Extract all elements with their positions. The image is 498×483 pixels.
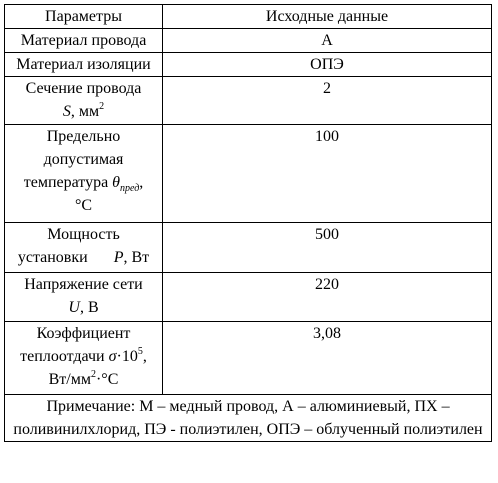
table-row — [5, 53, 492, 77]
header-param: Параметры — [5, 5, 163, 29]
unit: Вт/мм — [48, 371, 91, 388]
row-value: 2 — [163, 77, 492, 125]
label-line: Напряжение сети — [24, 276, 143, 293]
tail: , — [142, 348, 147, 365]
symbol: σ — [108, 348, 117, 365]
table-row — [5, 223, 492, 273]
row-value: 500 — [163, 223, 492, 273]
row-label — [5, 223, 163, 273]
table-header-row — [5, 5, 492, 29]
label-line: температура — [23, 174, 109, 191]
unit: , В — [79, 299, 99, 316]
row-value: 3,08 — [163, 322, 492, 395]
row-label — [5, 322, 163, 395]
symbol-subscript: пред — [120, 183, 140, 195]
table-row — [5, 77, 492, 125]
row-label: Материал провода — [5, 29, 163, 53]
unit-superscript: 2 — [90, 368, 96, 380]
note-row — [5, 395, 492, 442]
symbol: S — [62, 103, 71, 120]
symbol: θ — [112, 174, 121, 191]
label-line: Предельно — [46, 128, 121, 145]
table-row — [5, 29, 492, 53]
table-note: Примечание: М – медный провод, А – алюминиевый, ПХ – поливинилхлорид, ПЭ - полиэтилен, ОПЭ – облученный полиэтилен — [5, 395, 492, 442]
row-value: 220 — [163, 273, 492, 322]
row-value: 100 — [163, 125, 492, 223]
row-label — [5, 273, 163, 322]
unit: , мм — [70, 103, 100, 120]
row-label — [5, 77, 163, 125]
multiplier: ·10 — [116, 348, 138, 365]
row-value: ОПЭ — [163, 53, 492, 77]
unit-tail: ·°С — [95, 371, 119, 388]
label-line: Мощность — [47, 226, 120, 243]
parameters-table — [4, 4, 492, 442]
label-line: Коэффициент — [36, 325, 131, 342]
unit: , Вт — [123, 249, 150, 266]
symbol: U — [68, 299, 80, 316]
tail: , — [139, 174, 144, 191]
row-label — [5, 125, 163, 223]
label-line: теплоотдачи — [20, 348, 105, 365]
row-value: А — [163, 29, 492, 53]
label-line: Сечение провода — [25, 80, 142, 97]
row-label: Материал изоляции — [5, 53, 163, 77]
label-line: допустимая — [43, 151, 124, 168]
header-value: Исходные данные — [163, 5, 492, 29]
unit: °С — [74, 197, 93, 214]
multiplier-superscript: 5 — [137, 345, 143, 357]
label-line: установки — [17, 249, 88, 266]
table-row — [5, 125, 492, 223]
symbol: P — [113, 249, 124, 266]
table-row — [5, 273, 492, 322]
table-row — [5, 322, 492, 395]
unit-superscript: 2 — [99, 100, 105, 112]
